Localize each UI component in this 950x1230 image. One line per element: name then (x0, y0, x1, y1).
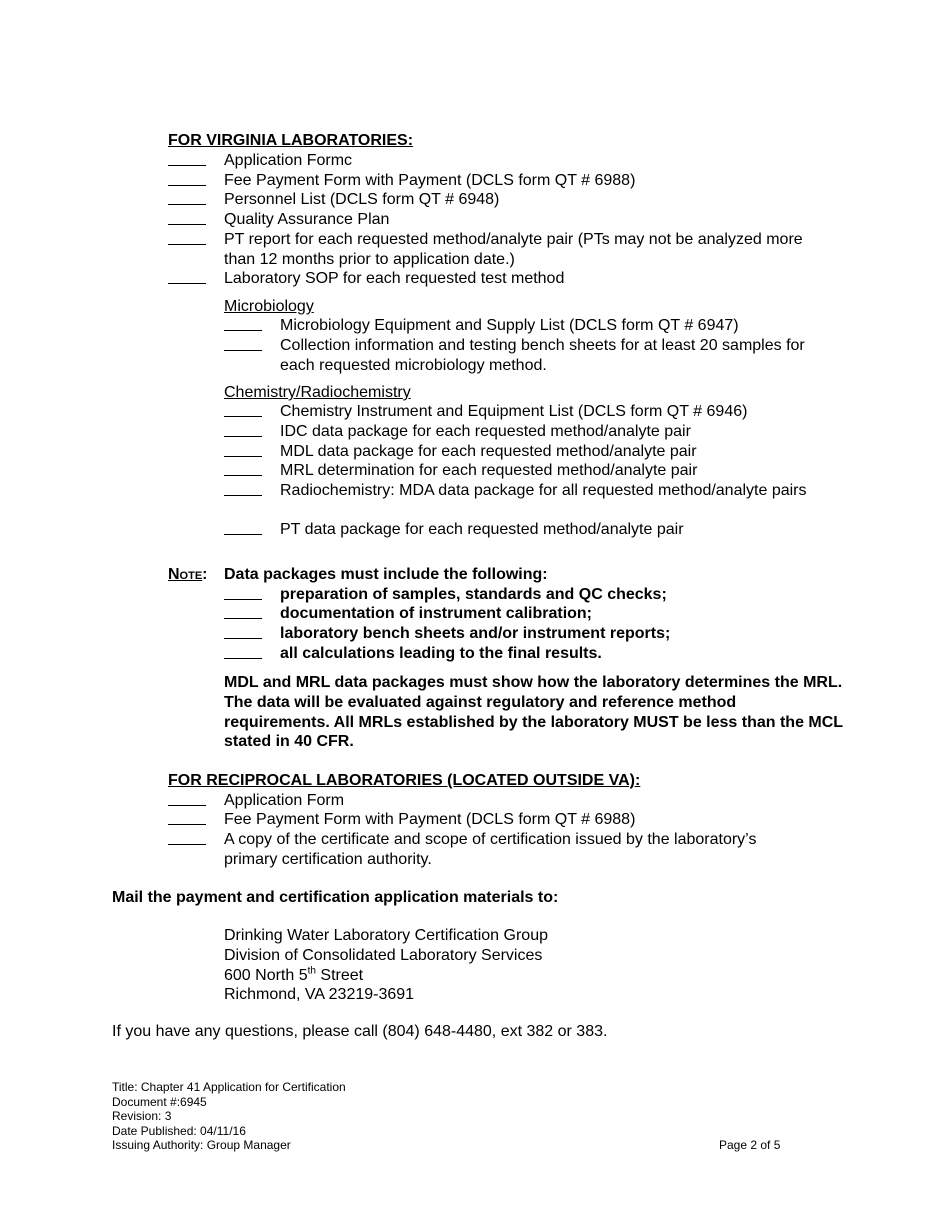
recip-item-certificate (168, 830, 818, 870)
checkbox-blank[interactable] (224, 585, 262, 600)
footer-revision: Revision: 3 (112, 1109, 172, 1123)
footer-document: Document #:6945 (112, 1094, 207, 1109)
note-intro: Data packages must include the following: (224, 566, 548, 583)
recip-item-label: A copy of the certificate and scope of certification issued by the laboratory’s primary certification authority. (224, 831, 757, 868)
va-item-qa (168, 210, 828, 230)
chem-item-label: PT data package for each requested method/analyte pair (280, 521, 684, 538)
checkbox-blank[interactable] (168, 190, 206, 205)
checkbox-blank[interactable] (168, 230, 206, 245)
checkbox-blank[interactable] (168, 830, 206, 845)
checkbox-blank[interactable] (224, 604, 262, 619)
note-item (224, 624, 824, 644)
micro-item-label: Microbiology Equipment and Supply List (DCLS form QT # 6947) (280, 317, 739, 334)
chem-item-pt (224, 520, 824, 540)
checkbox-blank[interactable] (224, 422, 262, 437)
address-street (224, 966, 548, 986)
note-item (224, 604, 824, 624)
va-item-label: Fee Payment Form with Payment (DCLS form QT # 6988) (224, 172, 636, 189)
checkbox-blank[interactable] (224, 644, 262, 659)
chem-item-radiochemistry (224, 481, 824, 501)
address-line: Drinking Water Laboratory Certification Group (224, 927, 548, 944)
checkbox-blank[interactable] (168, 210, 206, 225)
micro-item-equipment (224, 316, 824, 336)
va-item-label: Personnel List (DCLS form QT # 6948) (224, 191, 500, 208)
checkbox-blank[interactable] (168, 151, 206, 166)
checkbox-blank[interactable] (168, 269, 206, 284)
note-item (224, 585, 824, 605)
note-item (224, 644, 824, 664)
chem-item-mdl (224, 442, 824, 462)
note-item-label: all calculations leading to the final results. (280, 645, 602, 662)
note-item-label: laboratory bench sheets and/or instrument reports; (280, 625, 671, 642)
chem-item-mrl (224, 461, 824, 481)
chem-item-label: Radiochemistry: MDA data package for all requested method/analyte pairs (280, 482, 807, 499)
page-number: Page 2 of 5 (719, 1138, 781, 1152)
va-item-label: PT report for each requested method/analyte pair (PTs may not be analyzed more than 12 months prior to application date.) (224, 231, 803, 268)
note-paragraph: MDL and MRL data packages must show how the laboratory determines the MRL. The data will be evaluated against regulatory and reference method requirements. All MRLs established by the laboratory MUST be less than the MCL stated in 40 CFR. (224, 674, 843, 751)
recip-item-application (168, 791, 828, 811)
va-item-application (168, 151, 828, 171)
va-item-label: Quality Assurance Plan (224, 211, 390, 228)
checkbox-blank[interactable] (224, 624, 262, 639)
va-item-label: Laboratory SOP for each requested test method (224, 270, 565, 287)
footer-title: Title: Chapter 41 Application for Certification (112, 1080, 346, 1094)
address-line: Richmond, VA 23219-3691 (224, 986, 415, 1004)
note-item-label: documentation of instrument calibration; (280, 605, 593, 622)
recip-item-fee (168, 810, 828, 830)
va-item-fee (168, 171, 828, 191)
va-heading: FOR VIRGINIA LABORATORIES: (168, 132, 414, 149)
chem-item-label: IDC data package for each requested method/analyte pair (280, 423, 691, 440)
chem-item-instrument (224, 402, 824, 422)
micro-item-label: Collection information and testing bench sheets for at least 20 samples for each requested microbiology method. (280, 337, 805, 374)
va-item-personnel (168, 190, 828, 210)
chem-item-label: MDL data package for each requested method/analyte pair (280, 443, 697, 460)
recip-item-label: Fee Payment Form with Payment (DCLS form QT # 6988) (224, 811, 636, 828)
chem-item-label: MRL determination for each requested method/analyte pair (280, 462, 698, 479)
micro-item-collection (224, 336, 824, 376)
mail-address (224, 926, 548, 1005)
note-item-label: preparation of samples, standards and QC checks; (280, 586, 667, 603)
note-label: Note (168, 566, 203, 583)
footer-meta (112, 1080, 346, 1153)
checkbox-blank[interactable] (168, 171, 206, 186)
chemistry-heading: Chemistry/Radiochemistry (224, 384, 411, 401)
checkbox-blank[interactable] (224, 442, 262, 457)
ordinal-suffix: th (307, 965, 316, 977)
address-line: Division of Consolidated Laboratory Services (224, 946, 543, 964)
street-name: Street (315, 966, 364, 984)
questions-text: If you have any questions, please call (804) 648-4480, ext 382 or 383. (112, 1023, 608, 1040)
checkbox-blank[interactable] (224, 461, 262, 476)
street-number: 600 North 5 (224, 966, 308, 984)
footer-date: Date Published: 04/11/16 (112, 1123, 246, 1138)
mail-heading: Mail the payment and certification application materials to: (112, 889, 559, 906)
chem-item-idc (224, 422, 824, 442)
chem-item-label: Chemistry Instrument and Equipment List (DCLS form QT # 6946) (280, 403, 748, 420)
checkbox-blank[interactable] (224, 402, 262, 417)
note-colon: : (202, 566, 208, 583)
va-item-label: Application Formc (224, 152, 353, 169)
reciprocal-heading: FOR RECIPROCAL LABORATORIES (LOCATED OUTSIDE VA): (168, 772, 641, 789)
checkbox-blank[interactable] (224, 336, 262, 351)
recip-item-label: Application Form (224, 792, 345, 809)
microbiology-heading: Microbiology (224, 298, 314, 315)
checkbox-blank[interactable] (168, 810, 206, 825)
va-item-pt-report (168, 230, 818, 270)
checkbox-blank[interactable] (224, 316, 262, 331)
checkbox-blank[interactable] (168, 791, 206, 806)
checkbox-blank[interactable] (224, 481, 262, 496)
va-item-sop (168, 269, 828, 289)
footer-authority: Issuing Authority: Group Manager (112, 1138, 291, 1152)
note-label-wrap (168, 565, 208, 585)
checkbox-blank[interactable] (224, 520, 262, 535)
